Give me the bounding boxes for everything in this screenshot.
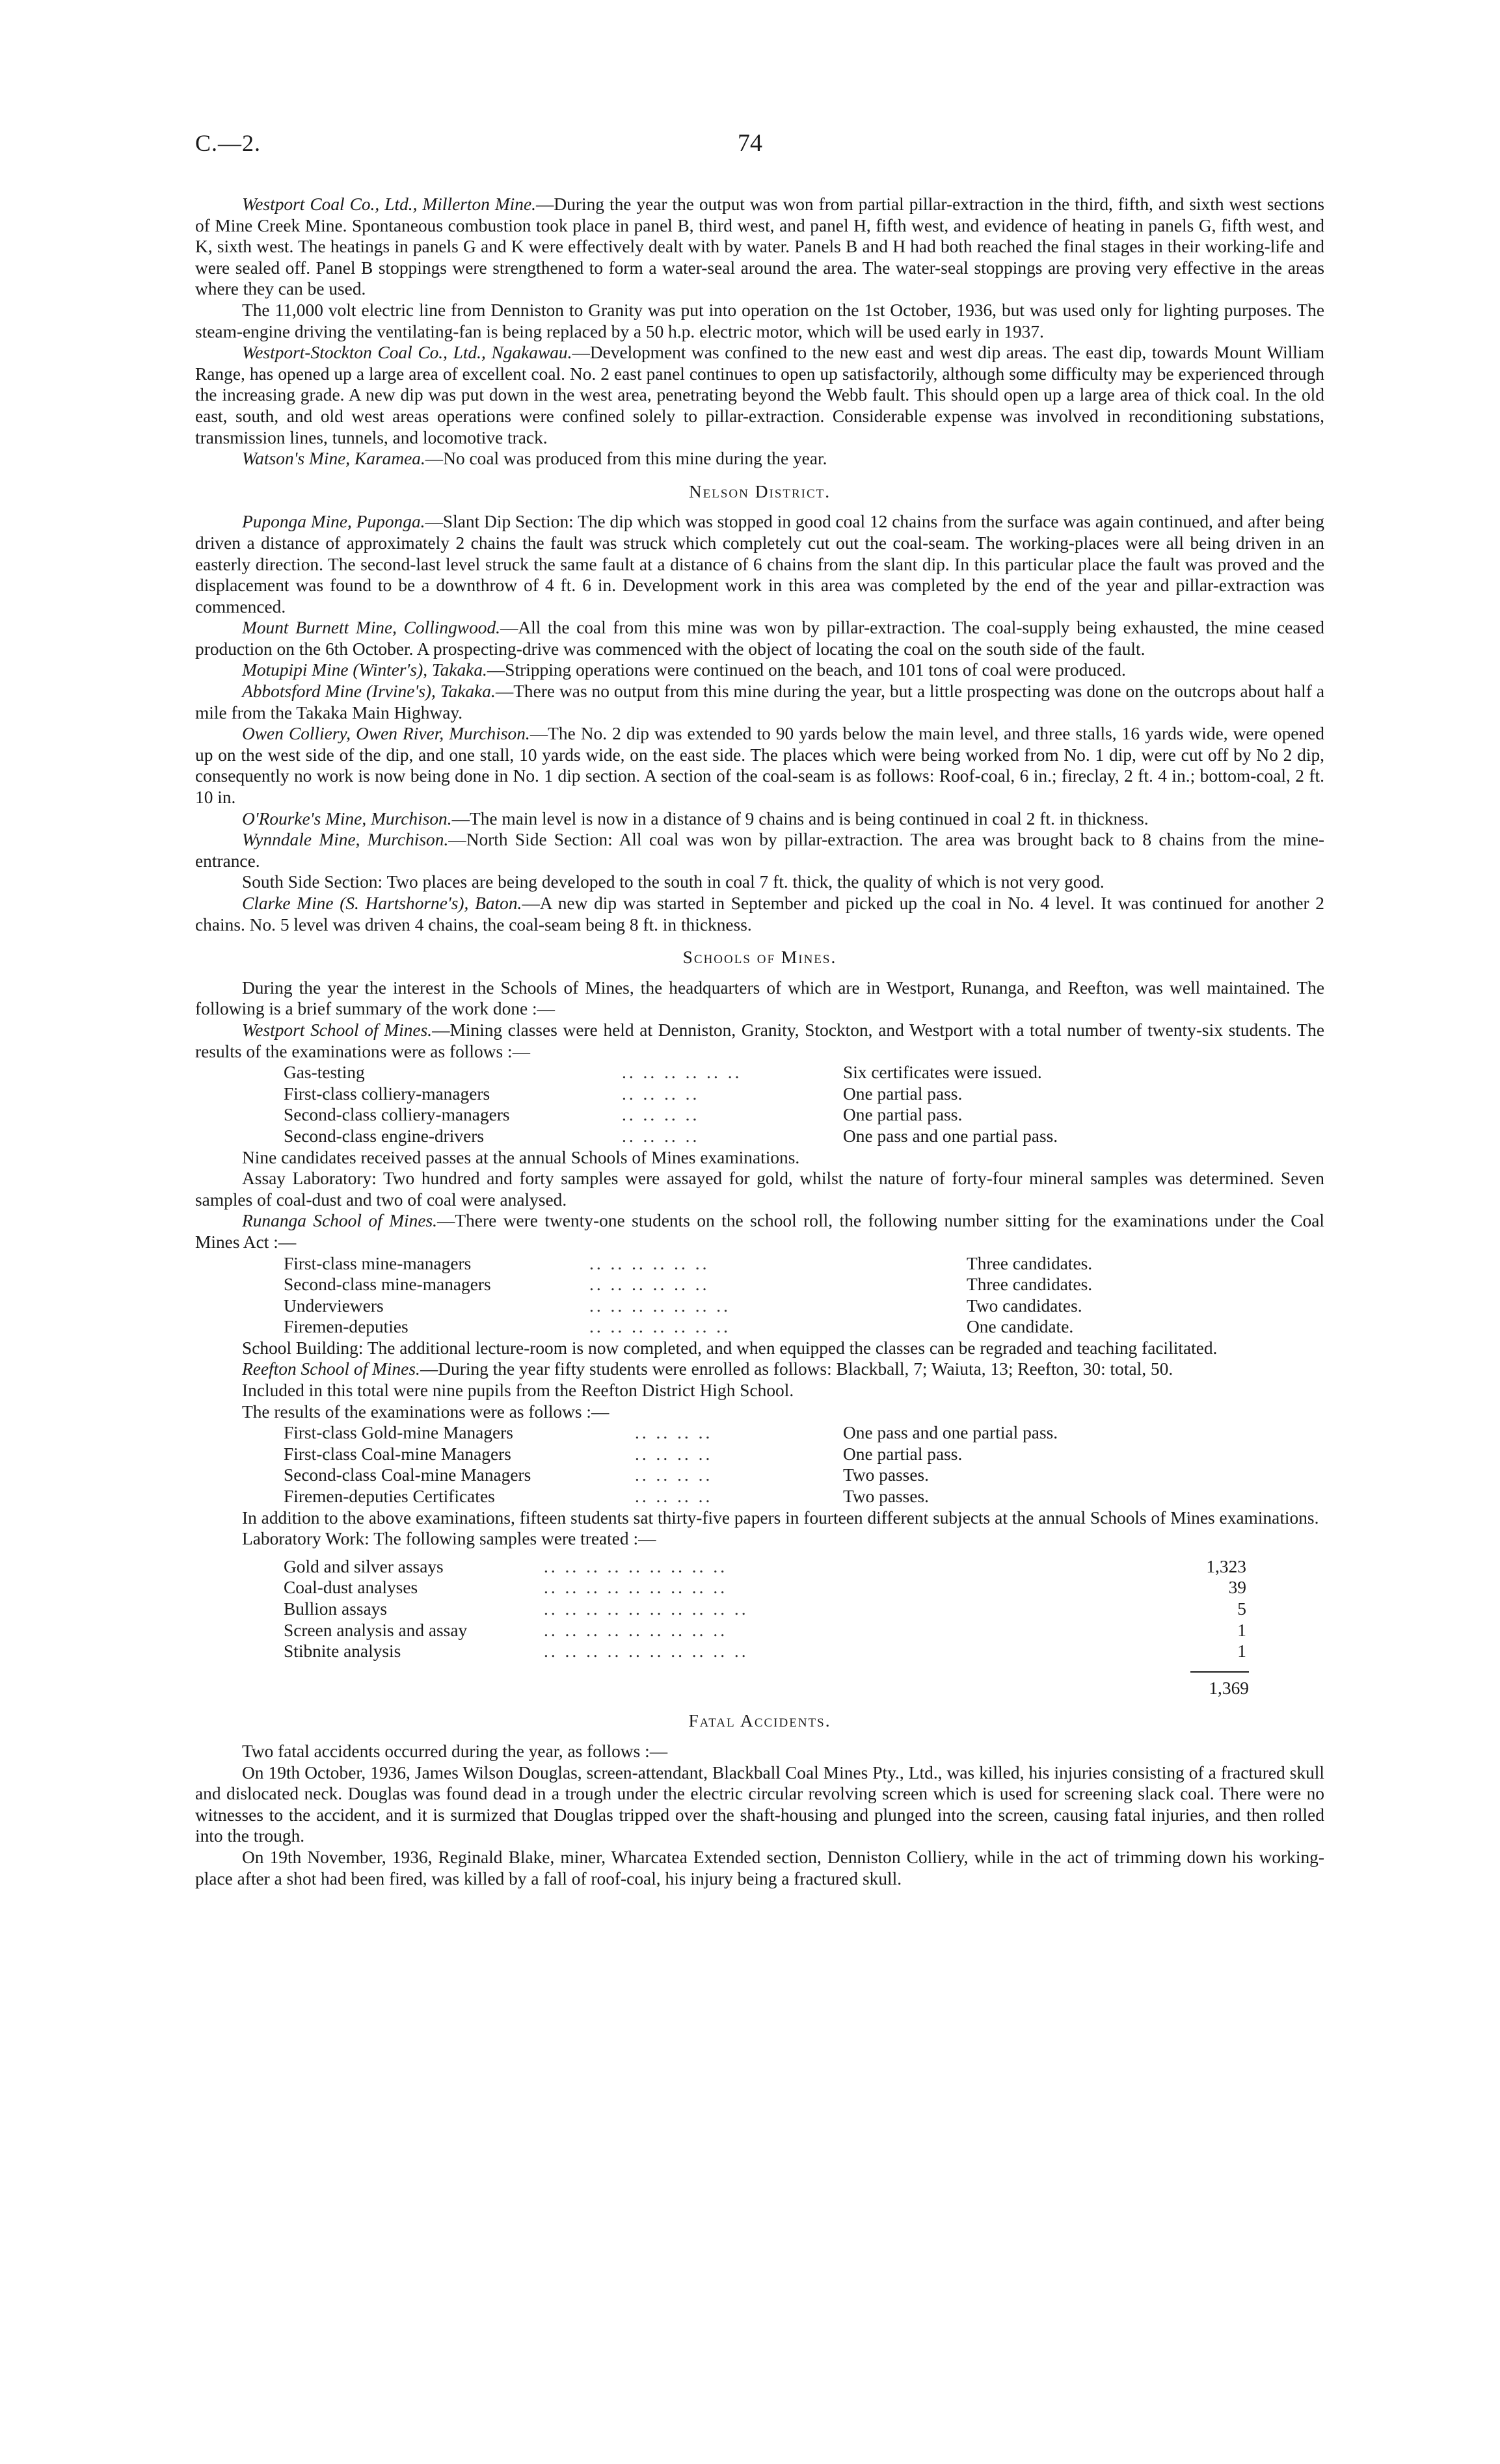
paragraph: South Side Section: Two places are being developed to the south in coal 7 ft. thick, the quality of which is not very good. xyxy=(242,872,1105,892)
paragraph: Laboratory Work: The following samples were treated :— xyxy=(242,1529,656,1549)
schools-of-mines-heading: Schools of Mines. xyxy=(682,947,837,968)
paragraph: Westport Coal Co., Ltd., Millerton Mine.—During the year the output was won from partial pillar-extraction in the third, fifth, and sixth west sections of Mine Creek Mine. Spontaneous combustion took place in panel B, third west, and panel H, fifth west, and evidence of heating in panels G, fifth west, and K, sixth west. The heatings in panels G and K were effectively dealt with by water. Panels B and H had both reached the final stages in their working-life and were sealed off. Panel B stoppings were strengthened to form a water-seal around the area. The water-seal stoppings are proving very effective in the areas where they can be used. xyxy=(195,194,1325,299)
schools-section xyxy=(195,977,1324,1699)
paragraph: Motupipi Mine (Winter's), Takaka.—Stripping operations were continued on the beach, and 101 tons of coal were produced. xyxy=(242,660,1126,680)
paragraph: During the year the interest in the Schools of Mines, the headquarters of which are in Westport, Runanga, and Reefton, was well maintained. The following is a brief summary of the work done :— xyxy=(195,977,1324,1019)
table-row: Firemen-deputies Certificates .. .. .. .. Two passes. xyxy=(284,1487,929,1507)
table-row: Firemen-deputies .. .. .. .. .. .. .. One candidate. xyxy=(284,1317,1074,1337)
table-row: Stibnite analysis .. .. .. .. .. .. .. .. .. .. 1 xyxy=(284,1641,1246,1662)
paragraph: On 19th November, 1936, Reginald Blake, miner, Wharcatea Extended section, Denniston Colliery, while in the act of trimming down his working-place after a shot had been fired, was killed by a fall of roof-coal, his injury being a fractured skull. xyxy=(195,1847,1324,1888)
table-row: First-class mine-managers .. .. .. .. .. .. Three candidates. xyxy=(284,1253,1093,1273)
reefton-results-table xyxy=(284,1422,1058,1507)
paragraph: Clarke Mine (S. Hartshorne's), Baton.—A new dip was started in September and picked up the coal in No. 4 level. It was continued for another 2 chains. No. 5 level was driven 4 chains, the coal-seam being 8 ft. in thickness. xyxy=(195,894,1324,934)
laboratory-total: 1,369 xyxy=(1209,1678,1249,1698)
paragraph: Wynndale Mine, Murchison.—North Side Section: All coal was won by pillar-extraction. The area was brought back to 8 chains from the mine-entrance. xyxy=(195,830,1324,871)
table-row: Gas-testing .. .. .. .. .. .. Six certificates were issued. xyxy=(284,1063,1042,1083)
paragraph: School Building: The additional lecture-room is now completed, and when equipped the classes can be regraded and teaching facilitated. xyxy=(242,1338,1218,1358)
table-row: First-class Coal-mine Managers .. .. .. .. One partial pass. xyxy=(284,1444,963,1464)
nelson-district-heading: Nelson District. xyxy=(688,481,831,501)
document-body xyxy=(195,194,1324,1889)
laboratory-work-table xyxy=(284,1556,1246,1662)
paragraph: On 19th October, 1936, James Wilson Douglas, screen-attendant, Blackball Coal Mines Pty., Ltd., was killed, his injuries consisting of a fractured skull and dislocated neck. Douglas was found dead in a trough under the electric circular revolving screen which is used for screening slack coal. There were no witnesses to the accident, and it is surmized that Douglas tripped over the shaft-housing and plunged into the screen, causing fatal injuries, and then rolled into the trough. xyxy=(195,1762,1324,1846)
paragraph: Westport-Stockton Coal Co., Ltd., Ngakawau.—Development was confined to the new east and west dip areas. The east dip, towards Mount William Range, has opened up a large area of excellent coal. No. 2 east panel continues to open up satisfactorily, although some difficulty may be experienced through the increasing grade. A new dip was put down in the west area, penetrating beyond the Webb fault. This should open up a large area of thick coal. In the old east, south, and old west areas operations were confined solely to pillar-extraction. Considerable expense was involved in reconditioning substations, transmission lines, tunnels, and locomotive track. xyxy=(195,343,1325,447)
table-row: Gold and silver assays .. .. .. .. .. .. .. .. .. 1,323 xyxy=(284,1556,1246,1576)
table-row: Screen analysis and assay .. .. .. .. .. .. .. .. .. 1 xyxy=(284,1620,1246,1640)
paragraph: Assay Laboratory: Two hundred and forty samples were assayed for gold, whilst the nature of forty-four mineral samples was determined. Seven samples of coal-dust and two of coal were analysed. xyxy=(195,1169,1324,1210)
table-row: Underviewers .. .. .. .. .. .. .. Two candidates. xyxy=(284,1295,1082,1316)
page-header xyxy=(195,129,1305,165)
table-row: Coal-dust analyses .. .. .. .. .. .. .. .. .. 39 xyxy=(284,1578,1246,1598)
page-number: 74 xyxy=(738,129,762,157)
paragraph: In addition to the above examinations, fifteen students sat thirty-five papers in fourteen different subjects at the annual Schools of Mines examinations. xyxy=(242,1507,1319,1528)
paragraph: Watson's Mine, Karamea.—No coal was produced from this mine during the year. xyxy=(242,449,827,469)
paragraph: The results of the examinations were as follows :— xyxy=(242,1401,609,1422)
table-row: First-class Gold-mine Managers .. .. .. .. One pass and one partial pass. xyxy=(284,1423,1058,1443)
fatal-accidents-section xyxy=(195,1741,1324,1889)
paragraph: Puponga Mine, Puponga.—Slant Dip Section: The dip which was stopped in good coal 12 chains from the surface was again continued, and after being driven a distance of approximately 2 chains the fault was struck which completely cut out the coal-seam. The working-places were all being driven in an easterly direction. The second-last level struck the same fault at a distance of 6 chains from the slant dip. In this particular place the fault was proved and the displacement was found to be a downthrow of 4 ft. 6 in. Development work in this area was completed by the end of the year and pillar-extraction was commenced. xyxy=(195,512,1324,616)
paragraph: Abbotsford Mine (Irvine's), Takaka.—There was no output from this mine during the year, but a little prospecting was done on the outcrops about half a mile from the Takaka Main Highway. xyxy=(195,682,1324,722)
nelson-section xyxy=(195,511,1324,935)
paragraph: Westport School of Mines.—Mining classes were held at Denniston, Granity, Stockton, and Westport with a total number of twenty-six students. The results of the examinations were as follows :— xyxy=(195,1020,1324,1061)
table-row: Second-class colliery-managers .. .. .. .. One partial pass. xyxy=(284,1105,963,1125)
paragraph: Two fatal accidents occurred during the year, as follows :— xyxy=(242,1741,668,1761)
total-rule xyxy=(1190,1671,1249,1673)
paragraph: Mount Burnett Mine, Collingwood.—All the coal from this mine was won by pillar-extraction. The coal-supply being exhausted, the mine ceased production on the 6th October. A prospecting-drive was commenced with the object of locating the coal on the south side of the fault. xyxy=(195,618,1324,659)
report-code: C.—2. xyxy=(195,130,261,156)
paragraph: O'Rourke's Mine, Murchison.—The main level is now in a distance of 9 chains and is being continued in coal 2 ft. in thickness. xyxy=(242,808,1149,828)
paragraph: The 11,000 volt electric line from Denniston to Granity was put into operation on the 1st October, 1936, but was used only for lighting purposes. The steam-engine driving the ventilating-fan is being replaced by a 50 h.p. electric motor, which will be used early in 1937. xyxy=(195,300,1324,341)
table-row: Second-class mine-managers .. .. .. .. .. .. Three candidates. xyxy=(284,1275,1093,1295)
paragraph: Included in this total were nine pupils from the Reefton District High School. xyxy=(242,1381,794,1401)
table-row: First-class colliery-managers .. .. .. .. One partial pass. xyxy=(284,1083,963,1104)
westport-section xyxy=(195,194,1324,470)
table-row: Second-class Coal-mine Managers .. .. .. .. Two passes. xyxy=(284,1465,929,1485)
fatal-accidents-heading: Fatal Accidents. xyxy=(688,1711,831,1731)
runanga-results-table xyxy=(284,1253,1092,1338)
westport-results-table xyxy=(284,1062,1058,1146)
paragraph: Nine candidates received passes at the annual Schools of Mines examinations. xyxy=(242,1147,800,1167)
table-row: Bullion assays .. .. .. .. .. .. .. .. .. .. 5 xyxy=(284,1599,1246,1619)
paragraph: Runanga School of Mines.—There were twenty-one students on the school roll, the following number sitting for the examinations under the Coal Mines Act :— xyxy=(195,1211,1324,1252)
paragraph: Owen Colliery, Owen River, Murchison.—The No. 2 dip was extended to 90 yards below the main level, and three stalls, 16 yards wide, were opened up on the west side of the dip, and one stall, 10 yards wide, on the east side. The places which were being worked from No. 1 dip, were cut off by No 2 dip, consequently no work is now being done in No. 1 dip section. A section of the coal-seam is as follows: Roof-coal, 6 in.; fireclay, 2 ft. 4 in.; bottom-coal, 2 ft. 10 in. xyxy=(195,724,1324,808)
paragraph: Reefton School of Mines.—During the year fifty students were enrolled as follows: Blackball, 7; Waiuta, 13; Reefton, 30: total, 50. xyxy=(242,1359,1173,1379)
table-row: Second-class engine-drivers .. .. .. .. One pass and one partial pass. xyxy=(284,1126,1058,1146)
